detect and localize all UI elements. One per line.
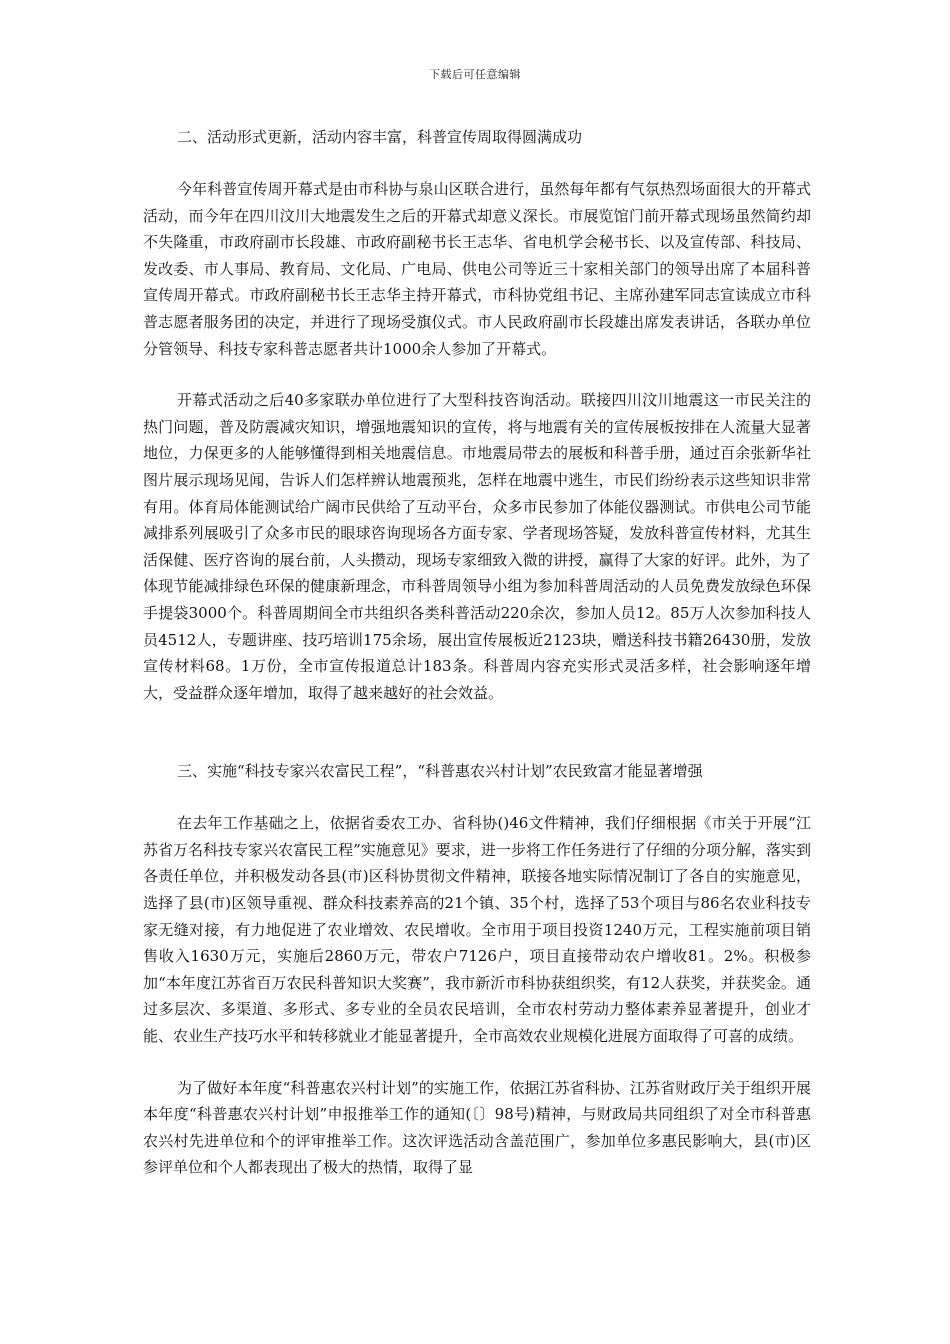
page-header: 下载后可任意编辑 — [429, 68, 521, 81]
paragraph-expert-project: 在去年工作基础之上，依据省委农工办、省科协()46文件精神，我们仔细根据《市关于开展“江苏省万名科技专家兴农富民工程”实施意见》要求，进一步将工作任务进行了仔细的分项分解，落实到各责任单位，并积极发动各县(市)区科协贯彻文件精神，联接各地实际情况制订了各自的实施意见，选择了县(市)区领导重视、群众科技素养高的21个镇、35个村，选择了53个项目与86名农业科技专家无缝对接，有力地促进了农业增效、农民增收。全市用于项目投资1240万元，工程实施前项目销售收入1630万元，实施后2860万元，带农户7126户，项目直接带动农户增收81。2%。积极参加“本年度江苏省百万农民科普知识大奖赛”，我市新沂市科协获组织奖，有12人获奖，并获奖金。通过多层次、多渠道、多形式、多专业的全员农民培训，全市农村劳动力整体素养显著提升，创业才能、农业生产技巧水平和转移就业才能显著提升，全市高效农业规模化进展方面取得了可喜的成绩。 — [143, 814, 811, 1046]
paragraph-opening-ceremony: 今年科普宣传周开幕式是由市科协与泉山区联合进行，虽然每年都有气氛热烈场面很大的开幕式活动，而今年在四川汶川大地震发生之后的开幕式却意义深长。市展览馆门前开幕式现场虽然简约却不失隆重，市政府副市长段雄、市政府副秘书长王志华、省电机学会秘书长、以及宣传部、科技局、发改委、市人事局、教育局、文化局、广电局、供电公司等近三十家相关部门的领导出席了本届科普宣传周开幕式。市政府副秘书长王志华主持开幕式，市科协党组书记、主席孙建军同志宣读成立市科普志愿者服务团的决定，并进行了现场受旗仪式。市人民政府副市长段雄出席发表讲话，各联办单位分管领导、科技专家科普志愿者共计1000余人参加了开幕式。 — [143, 180, 811, 358]
section-heading-3: 三、实施“科技专家兴农富民工程”，“科普惠农兴村计划”农民致富才能显著增强 — [177, 762, 703, 781]
paragraph-consultation-activities: 开幕式活动之后40多家联办单位进行了大型科技咨询活动。联接四川汶川地震这一市民关注的热门问题，普及防震减灾知识，增强地震知识的宣传，将与地震有关的宣传展板按排在人流量大显著地位，力保更多的人能够懂得到相关地震信息。市地震局带去的展板和科普手册，通过百余张新华社图片展示现场见闻，告诉人们怎样辨认地震预兆，怎样在地震中逃生，市民们纷纷表示这些知识非常有用。体育局体能测试给广阔市民供给了互动平台，众多市民参加了体能仪器测试。市供电公司节能减排系列展吸引了众多市民的眼球咨询现场各方面专家、学者现场答疑，发放科普宣传材料，尤其生活保健、医疗咨询的展台前，人头攒动，现场专家细致入微的讲授，赢得了大家的好评。此外，为了体现节能减排绿色环保的健康新理念，市科普周领导小组为参加科普周活动的人员免费发放绿色环保手提袋3000个。科普周期间全市共组织各类科普活动220余次，参加人员12。85万人次参加科技人员4512人，专题讲座、技巧培训175余场，展出宣传展板近2123块，赠送科技书籍26430册，发放宣传材料68。1万份，全市宣传报道总计183条。科普周内容充实形式灵活多样，社会影响逐年增大，受益群众逐年增加，取得了越来越好的社会效益。 — [143, 391, 811, 702]
spacer — [143, 150, 811, 176]
document-body — [143, 124, 811, 1181]
spacer — [143, 1050, 811, 1075]
spacer — [143, 362, 811, 387]
spacer — [143, 784, 811, 810]
section-heading-2: 二、活动形式更新，活动内容丰富，科普宣传周取得圆满成功 — [177, 128, 583, 146]
spacer — [143, 706, 811, 758]
paragraph-rural-plan: 为了做好本年度“科普惠农兴村计划”的实施工作，依据江苏省科协、江苏省财政厅关于组织开展本年度“科普惠农兴村计划”申报推举工作的通知(〔〕98号)精神，与财政局共同组织了对全市科普惠农兴村先进单位和个的评审推举工作。这次评选活动含盖范围广，参加单位多惠民影响大，县(市)区参评单位和个人都表现出了极大的热情，取得了显 — [143, 1078, 811, 1177]
